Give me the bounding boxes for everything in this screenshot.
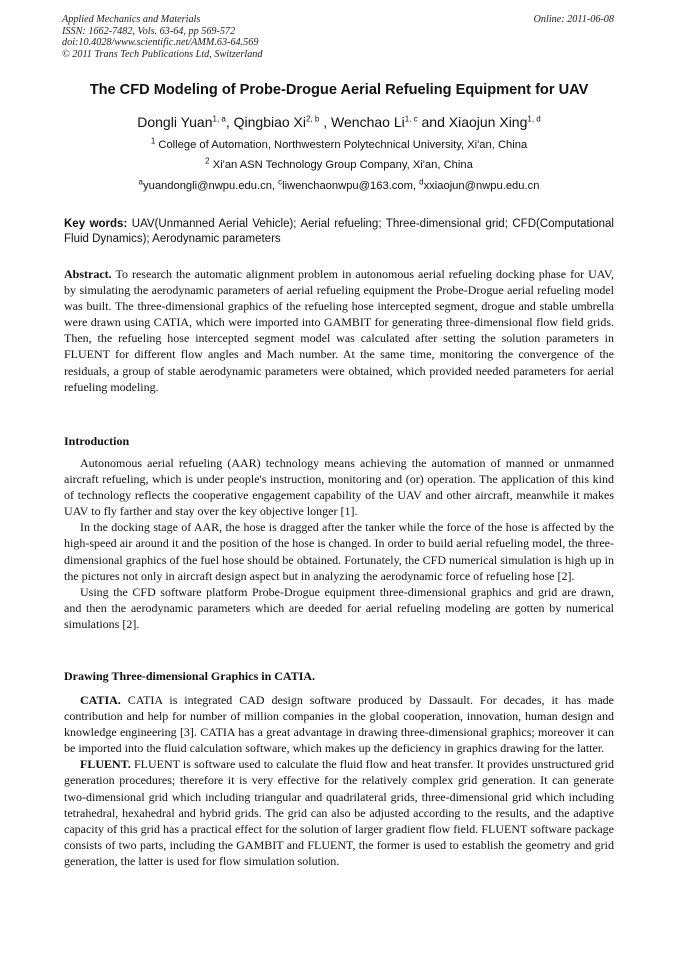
author-sep: , (225, 114, 234, 130)
section-title-introduction: Introduction (64, 434, 130, 448)
abstract (64, 266, 614, 395)
abstract-text: To research the automatic alignment problem in autonomous aerial refueling docking phase for UAV, by simulating the aerodynamic parameters of aerial refueling equipment the Probe-Drogue aerial refueling model was built. The three-dimensional graphics of the refueling hose intercepted segment, drogue and stable umbrella were drawn using CATIA, which were imported into GAMBIT for generating three-dimensional flow field grids. Then, the refueling hose intercepted segment model was calculated after setting the solution parameters in FLUENT for different flow angles and Mach number. At the same time, monitoring the convergence of the residuals, a group of stable aerodynamic parameters were obtained, which provided needed parameters for aerial refueling modeling. (64, 267, 614, 394)
keywords (64, 217, 614, 246)
author-sup: 1, c (404, 114, 418, 124)
paragraph-text: FLUENT is software used to calculate the fluid flow and heat transfer. It provides unstructured grid generation procedures; therefore it is very effective for the relatively complex grid generation. It can generate two-dimensional grid which including triangular and quadrilateral grids, three-dimensional grid which including tetrahedral, hexahedral and hybrid grids. The grid can also be adjusted according to the results, and the adaptive capacity of this grid has a practical effect for the solution of larger gradient flow field. FLUENT software package consists of two parts, including the GAMBIT and FLUENT, the former is used to establish the geometry and grid generation, the latter is used for flow simulation solution. (64, 757, 615, 868)
affiliation-text: Xi'an ASN Technology Group Company, Xi'an, China (212, 159, 473, 171)
author-sup: 2, b (306, 114, 320, 124)
paragraph-lead: CATIA. (80, 693, 121, 707)
paragraph (64, 756, 614, 869)
email-sup: a (138, 177, 143, 187)
paragraph-lead: FLUENT. (80, 757, 131, 772)
paragraph (64, 692, 614, 756)
email-sep: , (271, 180, 279, 192)
email-sup: d (419, 177, 424, 187)
author-sup: 1, d (527, 114, 541, 124)
doi-line: doi:10.4028/www.scientific.net/AMM.63-64.569 (62, 37, 259, 49)
drawing-body (64, 692, 614, 869)
author-name: Qingbiao Xi (233, 114, 307, 130)
email-address: yuandongli@nwpu.edu.cn (143, 180, 272, 192)
copyright-line: © 2011 Trans Tech Publications Ltd, Switzerland (62, 48, 263, 60)
journal-header (62, 14, 262, 60)
author-sep: and (417, 114, 449, 130)
abstract-label: Abstract. (64, 267, 112, 281)
affiliation-text: College of Automation, Northwestern Polytechnical University, Xi'an, China (158, 139, 528, 151)
email-sup: c (278, 177, 283, 187)
issn-line: ISSN: 1662-7482, Vols. 63-64, pp 569-572 (62, 25, 236, 37)
keywords-text: UAV(Unmanned Aerial Vehicle); Aerial refueling; Three-dimensional grid; CFD(Computational Fluid Dynamics); Aerodynamic parameters (64, 218, 614, 245)
paper-title: The CFD Modeling of Probe-Drogue Aerial Refueling Equipment for UAV (89, 82, 589, 98)
paragraph: Using the CFD software platform Probe-Drogue equipment three-dimensional graphics and grid are drawn, and then the aerodynamic parameters which are deeded for aerial refueling modeling are gotten by numerical simulations [2]. (64, 584, 614, 631)
paragraph: Autonomous aerial refueling (AAR) technology means achieving the automation of manned or unmanned aircraft refueling, which is under people's instruction, monitoring and (or) operation. The application of this kind of technology reflects the cooperative engagement capability of the UAV and other aircraft, meanwhile it makes UAV to fly farther and stay over the key objective longer [1]. (64, 456, 614, 519)
author-list (0, 114, 678, 130)
paragraph: In the docking stage of AAR, the hose is dragged after the tanker while the force of the hose is affected by the high-speed air around it and the position of the hose is changed. In order to build aerial refueling model, the three-dimensional graphics of the fuel hose should be obtained. Fortunately, the CFD numerical simulation is high up in the pictures not only in aircraft design aspect but in analyzing the aerodynamic force of refueling hose [2]. (64, 520, 614, 583)
author-name: Xiaojun Xing (448, 114, 528, 130)
affiliation-2 (0, 156, 678, 171)
author-sup: 1, a (212, 114, 226, 124)
affiliation-sup: 2 (205, 156, 210, 166)
keywords-label: Key words: (64, 218, 128, 230)
affiliation-sup: 1 (150, 136, 156, 146)
online-date: Online: 2011-06-08 (533, 14, 614, 25)
journal-name: Applied Mechanics and Materials (62, 14, 201, 25)
email-address: liwenchaonwpu@163.com (282, 180, 413, 192)
introduction-body (64, 455, 614, 632)
affiliation-1 (0, 136, 678, 151)
email-address: xxiaojun@nwpu.edu.cn (423, 180, 540, 192)
email-list (0, 177, 678, 192)
section-title-drawing: Drawing Three-dimensional Graphics in CATIA. (64, 669, 316, 683)
paragraph-text: CATIA is integrated CAD design software produced by Dassault. For decades, it has made contribution and help for number of million companies in the global cooperation, innovation, human design and knowledge engineering [3]. CATIA has a great advantage in drawing three-dimensional graphics; moreover it can be imported into the fluid calculation software, which makes up the deficiency in graphics drawing for the latter. (64, 693, 614, 756)
author-name: Dongli Yuan (137, 114, 213, 130)
email-sep: , (412, 180, 420, 192)
author-name: Wenchao Li (331, 114, 405, 130)
author-sep: , (319, 114, 332, 130)
